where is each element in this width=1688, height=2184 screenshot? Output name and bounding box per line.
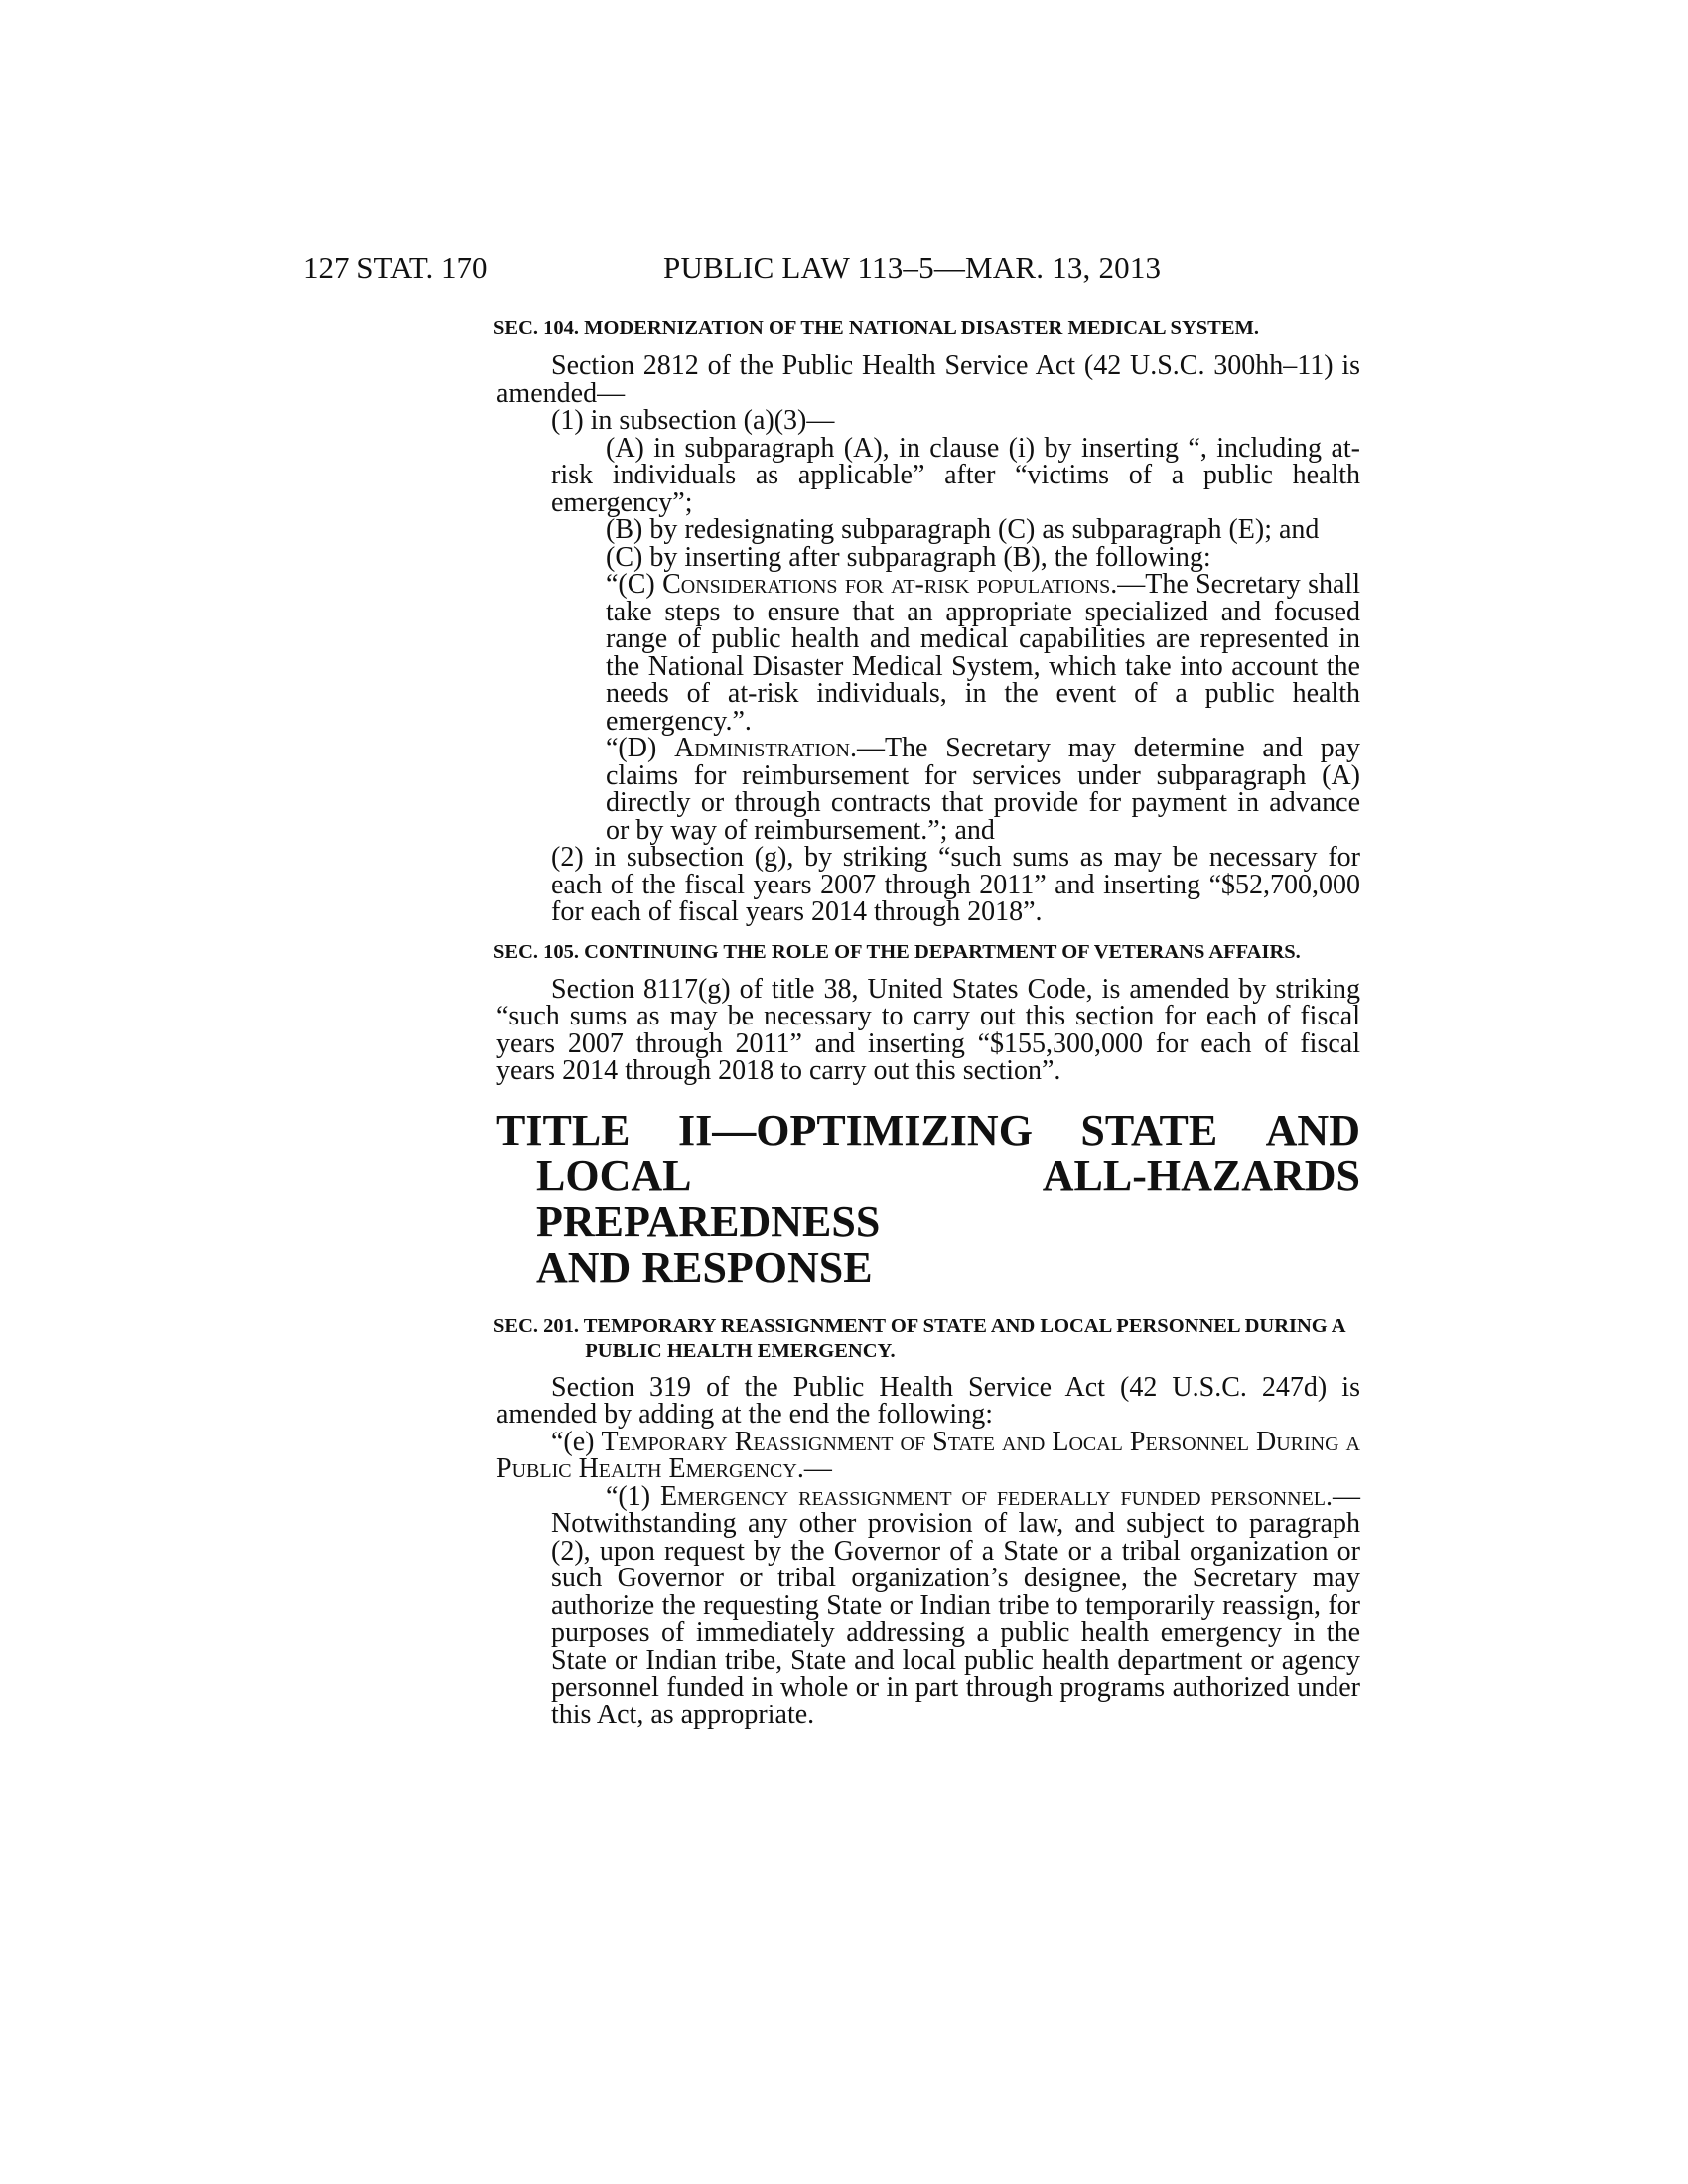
section-201-heading: SEC. 201. TEMPORARY REASSIGNMENT OF STATE AND LOCAL PERSONNEL DURING A PUBLIC HEALTH EMERGENCY.: [493, 1314, 1345, 1362]
section-104-heading: SEC. 104. MODERNIZATION OF THE NATIONAL DISASTER MEDICAL SYSTEM.: [493, 317, 1259, 339]
paragraph-1-emergency-reassignment: “(1) Emergency reassignment of federally funded personnel.—Notwithstanding any other provision of law, and subject to paragraph (2), upon request by the Governor of a State or a tribal organization or such Governor or tribal organization’s designee, the Secretary may authorize the requesting State or Indian tribe to temporarily reassign, for purposes of immediately addressing a public health emergency in the State or Indian tribe, State and local public health department or agency personnel funded in whole or in part through programs authorized under this Act, as appropriate.: [551, 1480, 1361, 1730]
section-104-paragraph-2: (2) in subsection (g), by striking “such sums as may be necessary for each of the fiscal years 2007 through 2011” and inserting “$52,700,000 for each of fiscal years 2014 through 2018”.: [551, 842, 1360, 927]
section-105-heading: SEC. 105. CONTINUING THE ROLE OF THE DEPARTMENT OF VETERANS AFFAIRS.: [493, 940, 1301, 963]
section-104-paragraph-1: (1) in subsection (a)(3)—: [551, 405, 835, 436]
title-ii-heading: TITLE II—OPTIMIZING STATE AND LOCAL ALL-HAZARDS PREPAREDNESS AND RESPONSE: [496, 1105, 1360, 1292]
section-104-subparagraph-a: (A) in subparagraph (A), in clause (i) by inserting “, including at-risk individuals as applicable” after “victims of a public health emergency”;: [551, 432, 1360, 518]
section-104-subparagraph-b: (B) by redesignating subparagraph (C) as subparagraph (E); and: [606, 514, 1320, 545]
quoted-subparagraph-c: “(C) Considerations for at-risk populations.—The Secretary shall take steps to ensure that an appropriate specialized and focused range of public health and medical capabilities are represented in the National Disaster Medical System, which take into account the needs of at-risk individuals, in the event of a public health emergency.”.: [606, 569, 1360, 737]
public-law-citation: PUBLIC LAW 113–5—MAR. 13, 2013: [663, 250, 1162, 285]
quoted-c-caption: Considerations for at-risk populations: [662, 569, 1111, 600]
page-header: [303, 250, 1365, 290]
section-104-subparagraph-c: (C) by inserting after subparagraph (B), the following:: [606, 541, 1211, 573]
paragraph-1-caption: Emergency reassignment of federally funded personnel: [659, 1480, 1327, 1512]
quoted-subparagraph-d: “(D) Administration.—The Secretary may determine and pay claims for reimbursement for services under subparagraph (A) directly or through contracts that provide for payment in advance or by way of reimbursement.”; and: [606, 733, 1361, 846]
quoted-d-caption: Administration: [674, 733, 850, 763]
subsection-e-caption: Temporary Reassignment of State and Local Personnel During a Public Health Emergency: [496, 1426, 1360, 1484]
section-201-intro: Section 319 of the Public Health Service Act (42 U.S.C. 247d) is amended by adding at the end the following:: [496, 1371, 1360, 1430]
subsection-e: “(e) Temporary Reassignment of State and Local Personnel During a Public Health Emergency.—: [496, 1426, 1360, 1484]
statute-page-number: 127 STAT. 170: [303, 250, 488, 285]
document-body: [493, 316, 1361, 1730]
section-105-text: Section 8117(g) of title 38, United States Code, is amended by striking “such sums as may be necessary to carry out this section for each of fiscal years 2007 through 2011” and inserting “$155,300,000 for each of fiscal years 2014 through 2018 to carry out this section”.: [496, 973, 1360, 1086]
section-104-intro: Section 2812 of the Public Health Service Act (42 U.S.C. 300hh–11) is amended—: [496, 350, 1360, 409]
